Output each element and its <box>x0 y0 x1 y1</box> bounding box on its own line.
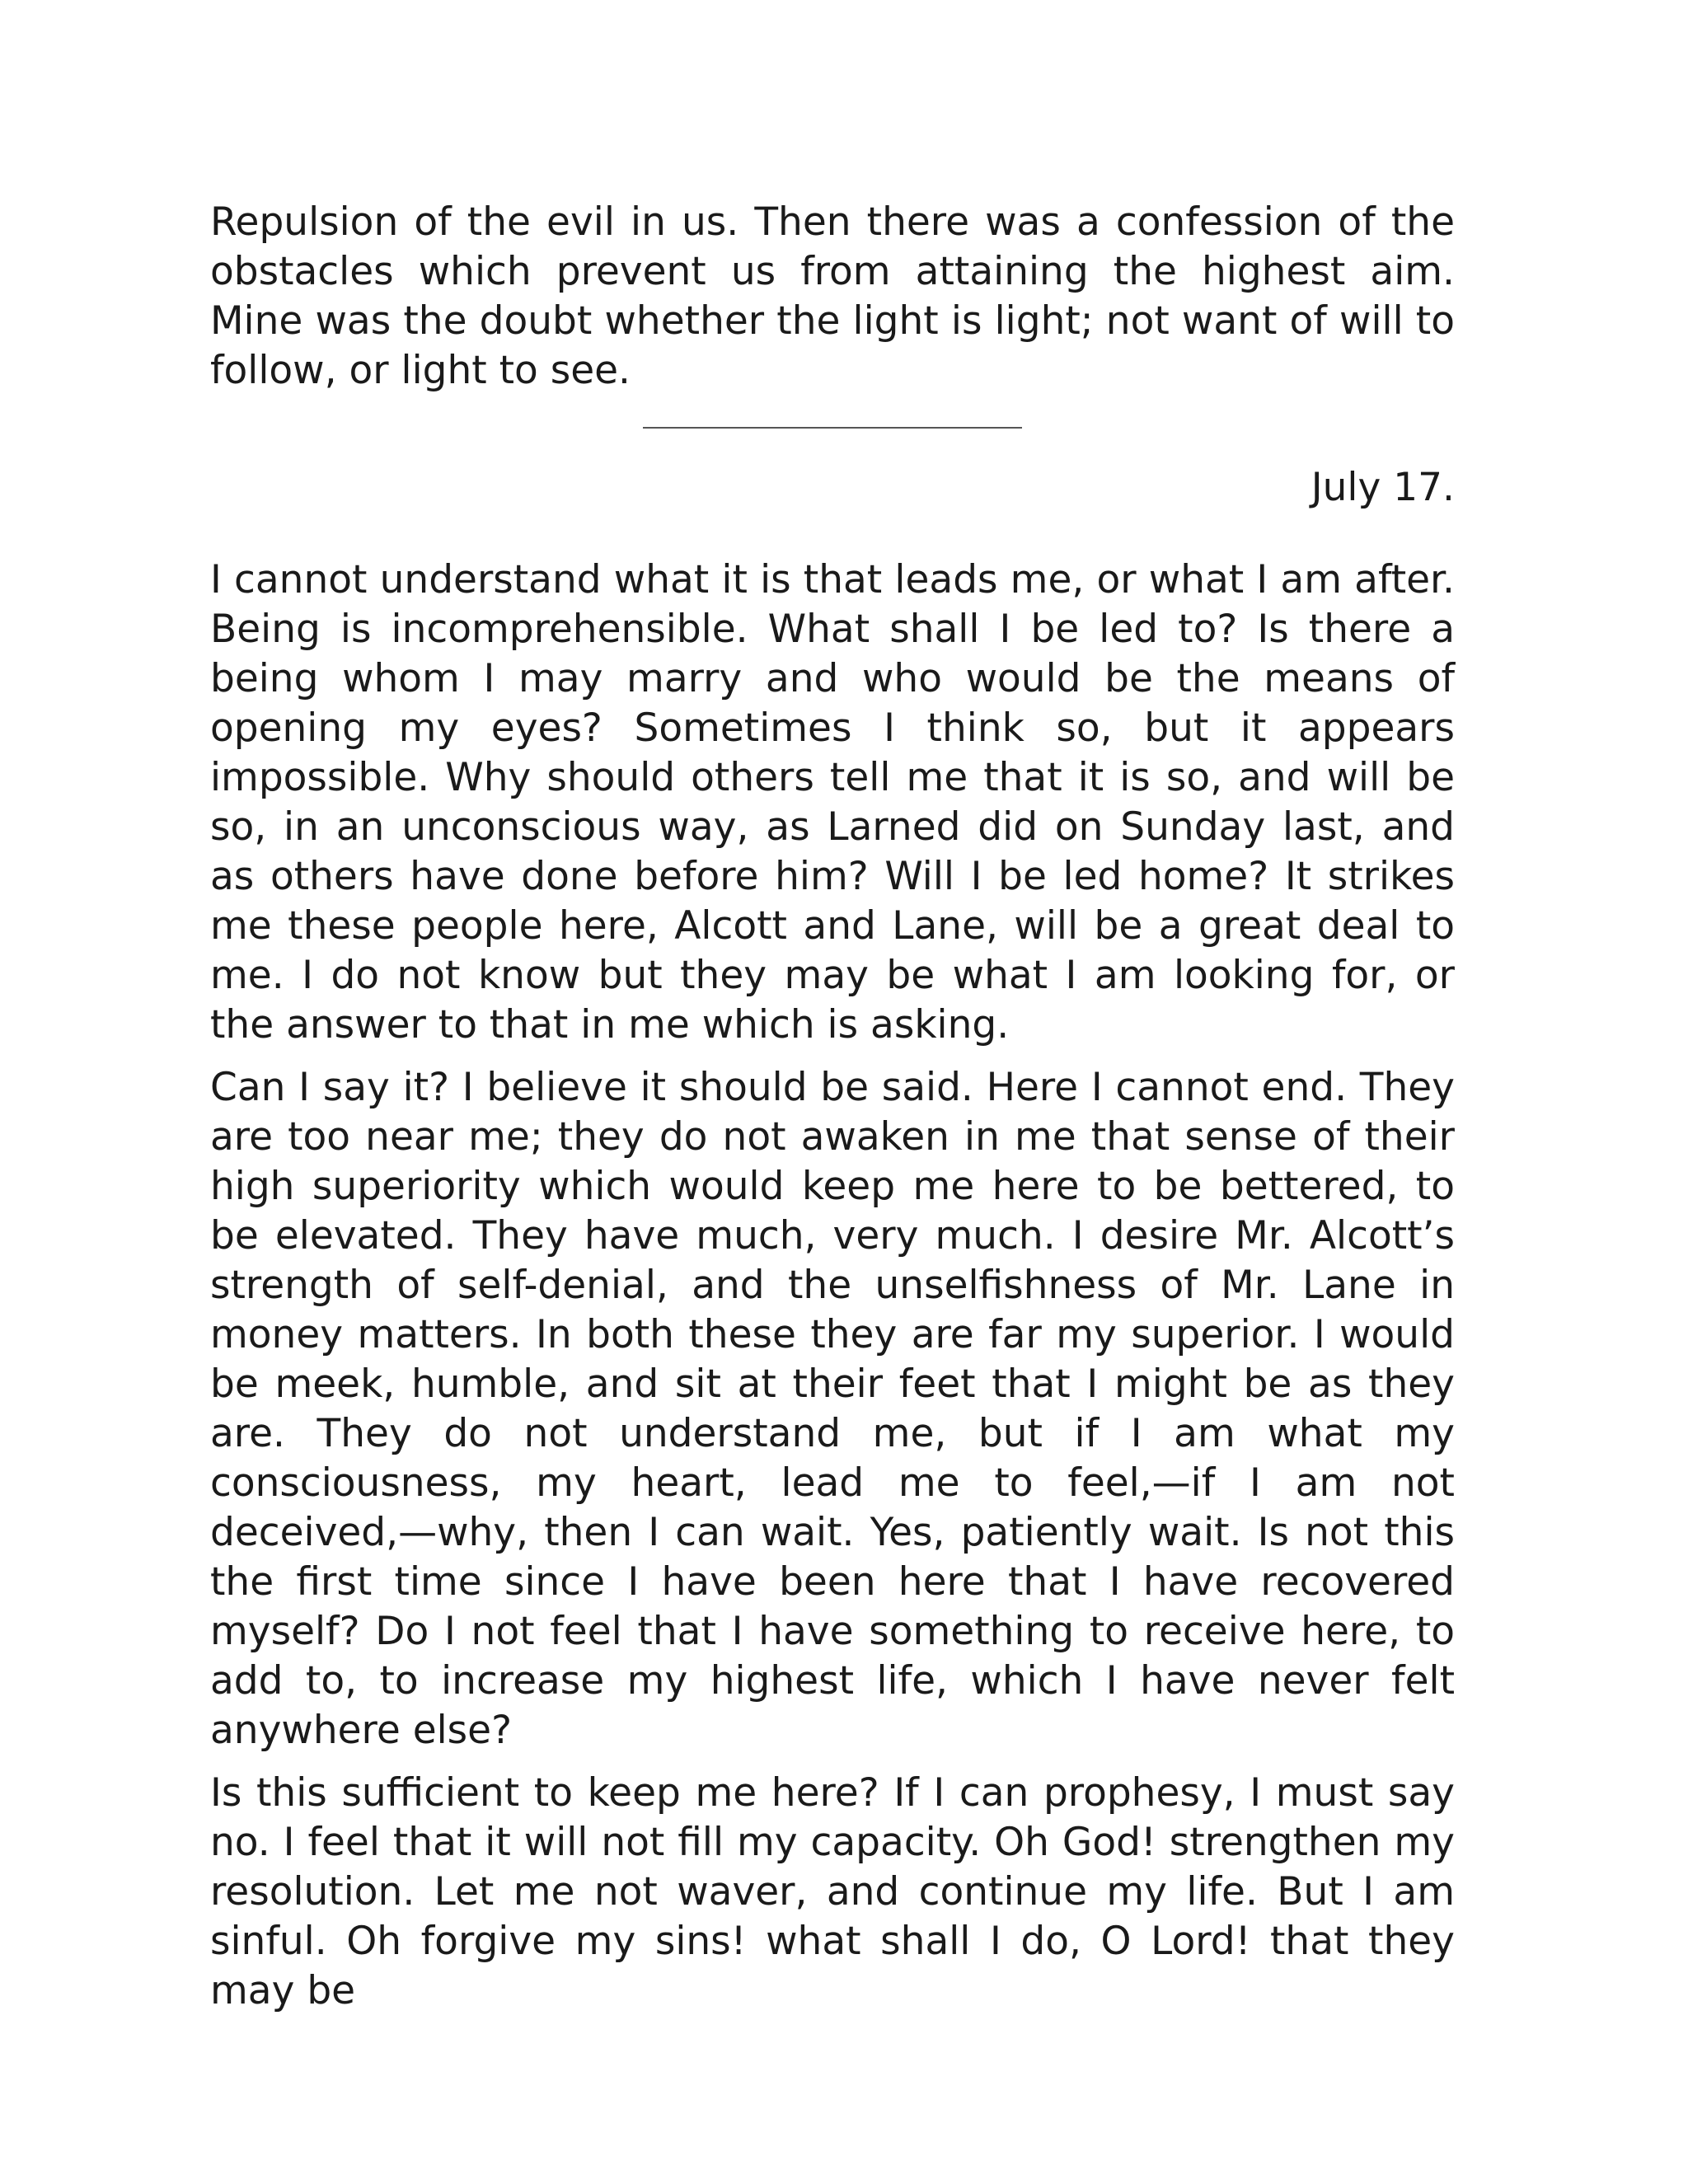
section-divider <box>643 427 1022 429</box>
entry-date: July 17. <box>1311 465 1455 510</box>
paragraph-1: I cannot understand what it is that leads me, or what I am after. Being is incomprehensible. What shall I be led to? Is there a being whom I may marry and who would be the means of opening my eyes? Sometimes I think so, but it appears impossible. Why should others tell me that it is so, and will be so, in an unconscious way, as Larned did on Sunday last, and as others have done before him? Will I be led home? It strikes me these people here, Alcott and Lane, will be a great deal to me. I do not know but they may be what I am looking for, or the answer to that in me which is asking. <box>210 557 1455 1047</box>
paragraph-3: Is this sufficient to keep me here? If I can prophesy, I must say no. I feel that it will not fill my capacity. Oh God! strengthen my resolution. Let me not waver, and continue my life. But I am sinful. Oh forgive my sins! what shall I do, O Lord! that they may be <box>210 1770 1455 2013</box>
paragraph-2: Can I say it? I believe it should be said. Here I cannot end. They are too near me; they do not awaken in me that sense of their high superiority which would keep me here to be bettered, to be elevated. They have much, very much. I desire Mr. Alcott’s strength of self-denial, and the unselfishness of Mr. Lane in money matters. In both these they are far my superior. I would be meek, humble, and sit at their feet that I might be as they are. They do not understand me, but if I am what my consciousness, my heart, lead me to feel,—if I am not deceived,—why, then I can wait. Yes, patiently wait. Is not this the first time since I have been here that I have recovered myself? Do I not feel that I have something to receive here, to add to, to increase my highest life, which I have never felt anywhere else? <box>210 1065 1455 1753</box>
document-page <box>210 198 1455 2029</box>
paragraph-intro: Repulsion of the evil in us. Then there was a confession of the obstacles which prevent us from attaining the highest aim. Mine was the doubt whether the light is light; not want of will to follow, or light to see. <box>210 199 1455 393</box>
spacer <box>210 513 1455 555</box>
